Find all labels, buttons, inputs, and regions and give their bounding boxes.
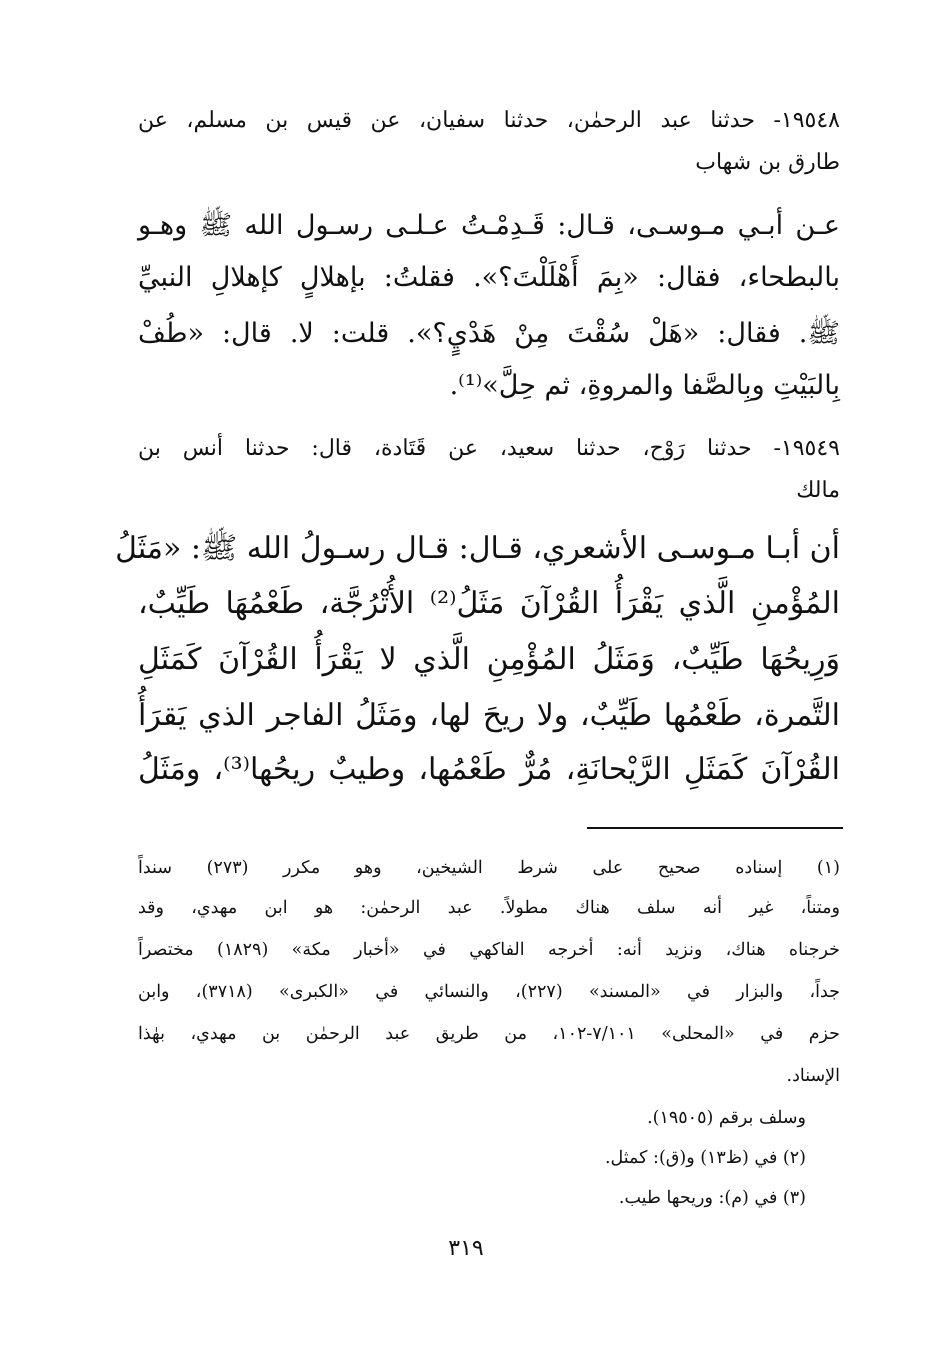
footnote-1-line-3: خرجناه هناك، ونزيد أنه: أخرجه الفاكهي في «أخبار مكة» (١٨٢٩) مختصراً xyxy=(138,940,840,960)
footnote-1-line-5: حزم في «المحلى» ٧/١٠١-١٠٢، من طريق عبد الرحمٰن بن مهدي، بهٰذا xyxy=(138,1024,841,1044)
footnote-1-line-6: الإسناد. xyxy=(786,1066,840,1086)
hadith-19548-isnad-line-1: ١٩٥٤٨- حدثنا عبد الرحمٰن، حدثنا سفيان، عن قيس بن مسلم، عن xyxy=(138,108,840,133)
footnote-2: (٢) في (ظ١٣) و(ق): كمثل. xyxy=(604,1148,806,1168)
hadith-19549-isnad-line-2: مالك xyxy=(796,478,840,503)
footnote-1-line-4: جداً، والبزار في «المسند» (٢٢٧)، والنسائي في «الكبرى» (٣٧١٨)، وابن xyxy=(138,982,841,1002)
hadith-19548-matn-line-1: عـن أبـي مـوسـى، قـال: قَـدِمْـتُ عـلـى رسـول الله ﷺ وهـو xyxy=(138,210,840,241)
hadith-19549-matn-line-2: المُؤْمنِ الَّذي يَقْرَأُ القُرْآنَ مَثَلُ⁽²⁾ الأُتْرُجَّة، طَعْمُهَا طَيِّبٌ، xyxy=(138,586,841,621)
footnote-divider xyxy=(587,827,843,829)
footnote-1-line-2: ومتناً، غير أنه سلف هناك مطولاً. عبد الرحمٰن: هو ابن مهدي، وقد xyxy=(138,898,840,918)
hadith-19548-matn-line-3: ﷺ. فقال: «هَلْ سُقْتَ مِنْ هَدْيٍ؟». قلت: لا. قال: «طُفْ xyxy=(138,318,840,349)
hadith-19548-matn-line-2: بالبطحاء، فقال: «بِمَ أَهْلَلْتَ؟». فقلتُ: بإهلالٍ كإهلالِ النبيِّ xyxy=(138,262,840,293)
hadith-19549-isnad-line-1: ١٩٥٤٩- حدثنا رَوْح، حدثنا سعيد، عن قَتَادة، قال: حدثنا أنس بن xyxy=(138,436,840,461)
footnote-1-cross-reference: وسلف برقم (١٩٥٠٥). xyxy=(647,1108,806,1128)
page-number: ٣١٩ xyxy=(448,1236,484,1261)
hadith-19549-matn-line-4: التَّمرة، طَعْمُها طَيِّبٌ، ولا ريحَ لها، ومَثَلُ الفاجر الذي يَقرَأُ xyxy=(138,698,840,733)
hadith-19548-matn-line-4: بِالبَيْتِ وبِالصَّفا والمروةِ، ثم حِلَّ»⁽¹⁾. xyxy=(449,370,840,401)
footnote-3: (٣) في (م): وريحها طيب. xyxy=(618,1188,806,1208)
hadith-19549-matn-line-3: وَرِيحُهَا طَيِّبٌ، وَمَثَلُ المُؤْمِنِ الَّذي لا يَقْرَأُ القُرْآنَ كَمَثَلِ xyxy=(138,642,840,677)
hadith-19549-matn-line-1: أن أبـا مـوسـى الأشعري، قـال: قـال رسـولُ الله ﷺ: «مَثَلُ xyxy=(115,531,840,566)
footnote-1-line-1: (١) إسناده صحيح على شرط الشيخين، وهو مكرر (٢٧٣) سنداً xyxy=(138,858,840,878)
hadith-19548-isnad-line-2: طارق بن شهاب xyxy=(695,150,840,175)
hadith-19549-matn-line-5: القُرْآنَ كَمَثَلِ الرَّيْحانَةِ، مُرٌّ طَعْمُها، وطيبٌ ريحُها⁽³⁾، ومَثَلُ xyxy=(138,752,840,787)
